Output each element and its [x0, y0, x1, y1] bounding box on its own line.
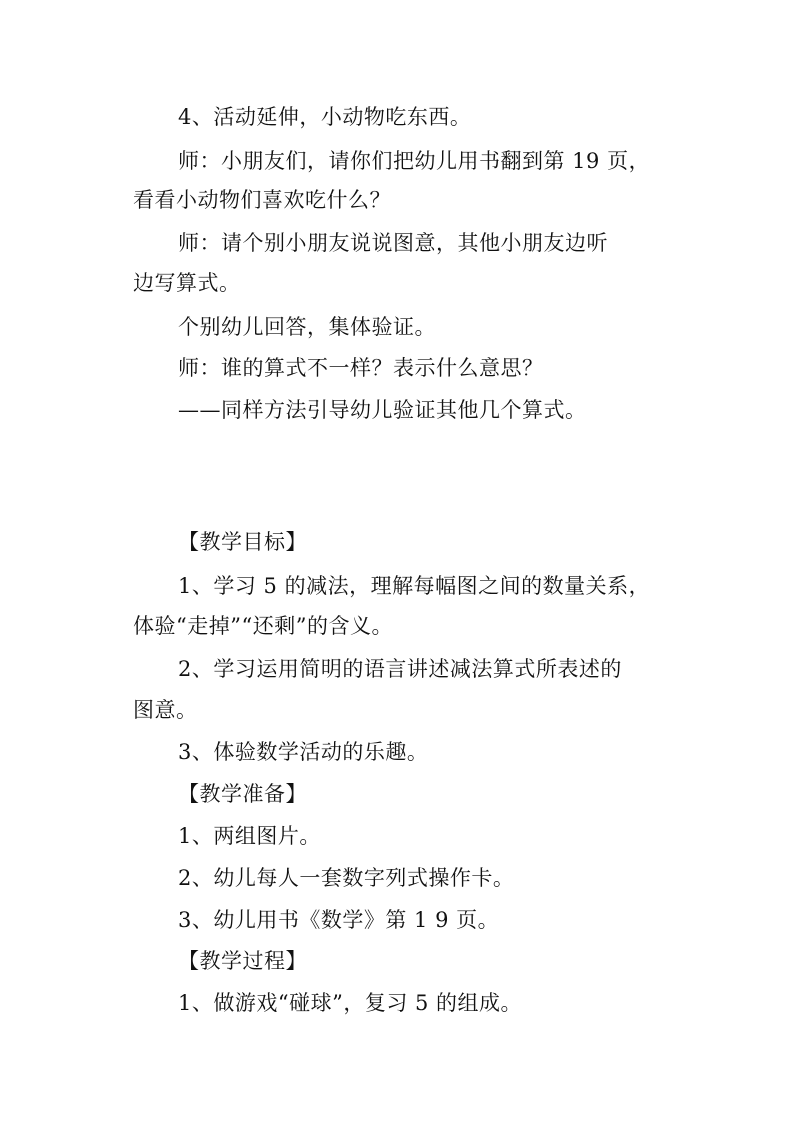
- teaching-process-heading: 【教学过程】: [178, 949, 307, 973]
- goal-item: 1、学习 5 的减法，理解每幅图之间的数量关系，: [178, 574, 651, 598]
- goal-item: 体验“走掉”“还剩”的含义。: [133, 614, 393, 638]
- process-item: 1、做游戏“碰球”，复习 5 的组成。: [178, 991, 523, 1015]
- prep-item: 3、幼儿用书《数学》第 1 9 页。: [178, 908, 500, 932]
- prep-item: 1、两组图片。: [178, 824, 321, 848]
- teaching-prep-heading: 【教学准备】: [178, 782, 307, 806]
- paragraph-line: 个别幼儿回答，集体验证。: [178, 315, 436, 339]
- teaching-goals-heading: 【教学目标】: [178, 530, 307, 554]
- goal-item: 图意。: [133, 698, 198, 722]
- paragraph-line: 边写算式。: [133, 271, 241, 295]
- activity-extension-heading: 4、活动延伸，小动物吃东西。: [178, 105, 472, 129]
- paragraph-line: 师：请个别小朋友说说图意，其他小朋友边听: [178, 231, 608, 255]
- paragraph-line: 师：小朋友们，请你们把幼儿用书翻到第 19 页，: [178, 149, 651, 173]
- prep-item: 2、幼儿每人一套数字列式操作卡。: [178, 866, 515, 890]
- goal-item: 3、体验数学活动的乐趣。: [178, 740, 429, 764]
- goal-item: 2、学习运用简明的语言讲述减法算式所表述的: [178, 657, 622, 681]
- paragraph-line: ——同样方法引导幼儿验证其他几个算式。: [178, 398, 587, 422]
- paragraph-line: 师：谁的算式不一样？表示什么意思？: [178, 356, 544, 380]
- paragraph-line: 看看小动物们喜欢吃什么？: [133, 188, 391, 212]
